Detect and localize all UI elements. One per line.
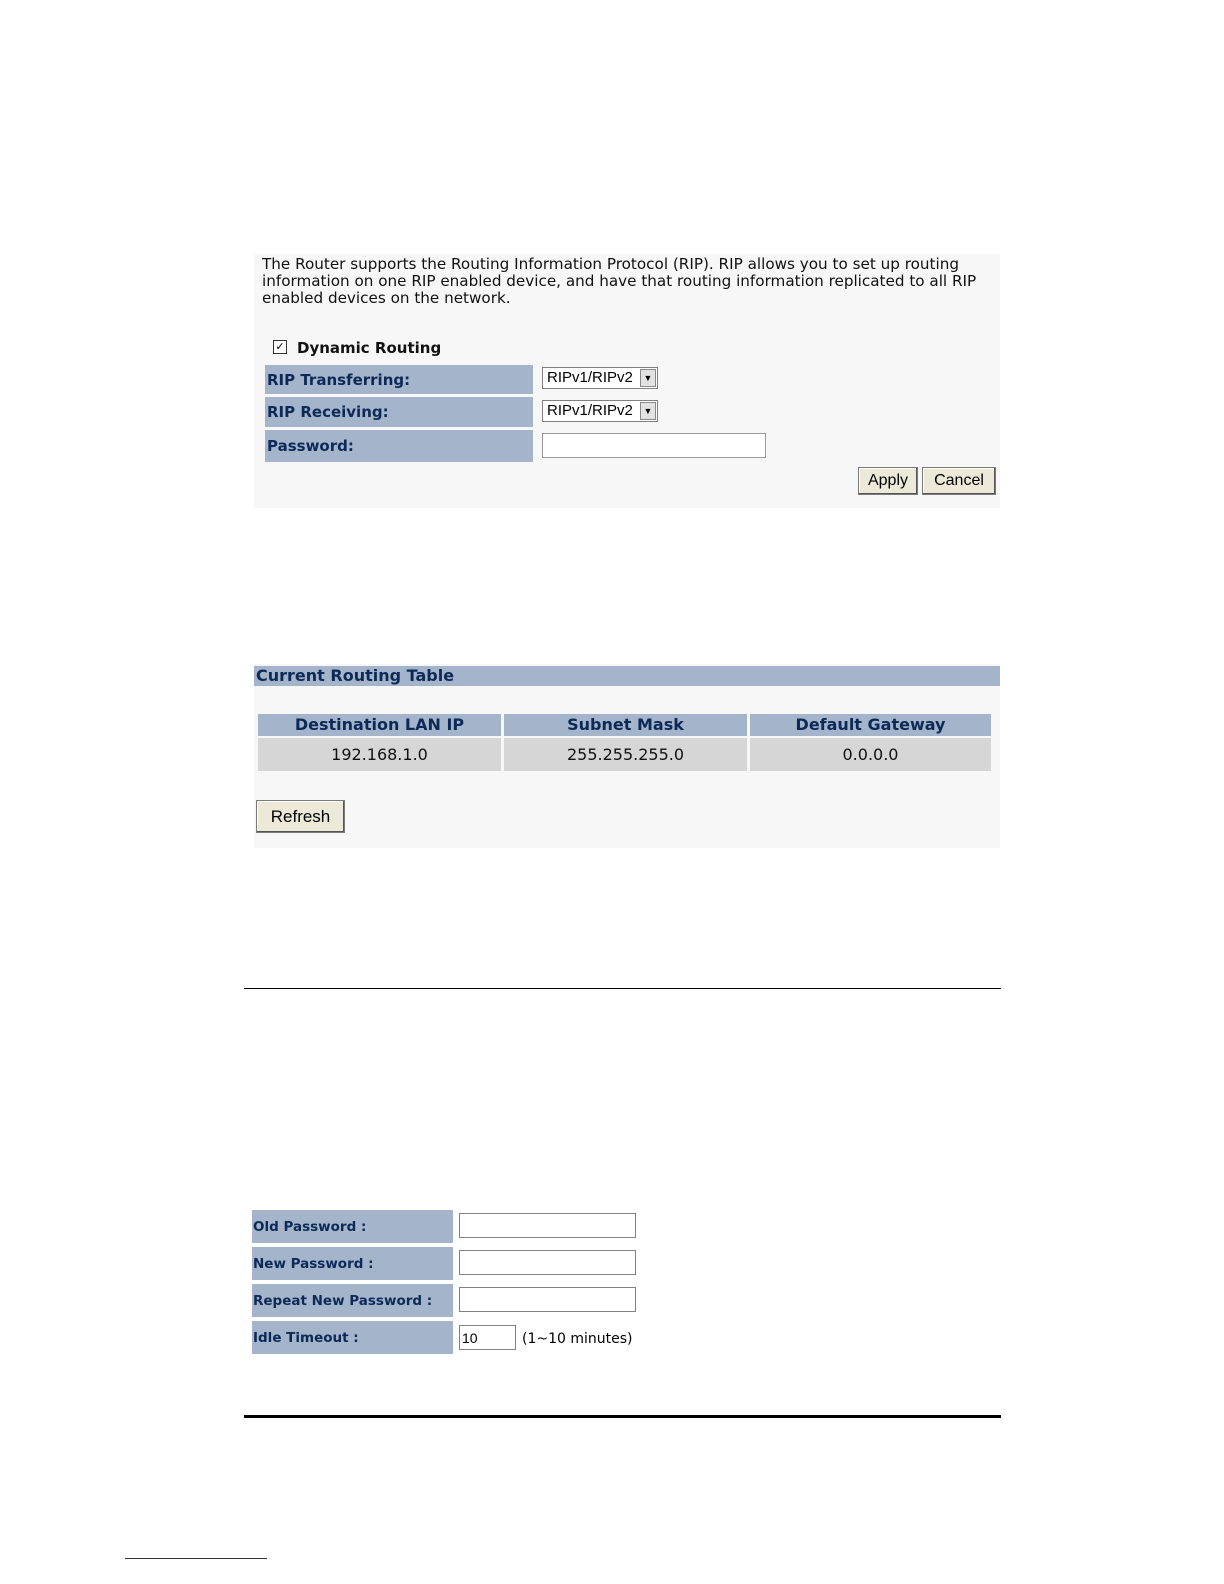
rip-transferring-label: RIP Transferring: bbox=[265, 365, 533, 394]
rip-password-input[interactable] bbox=[542, 433, 766, 458]
repeat-password-label: Repeat New Password : bbox=[252, 1284, 453, 1317]
column-header-subnet-mask: Subnet Mask bbox=[504, 714, 747, 736]
rip-receiving-select[interactable] bbox=[542, 400, 658, 422]
rip-receiving-value: RIPv1/RIPv2 bbox=[547, 402, 633, 419]
rip-transferring-value: RIPv1/RIPv2 bbox=[547, 369, 633, 386]
column-header-destination: Destination LAN IP bbox=[258, 714, 501, 736]
cancel-button[interactable]: Cancel bbox=[922, 467, 996, 495]
refresh-button[interactable]: Refresh bbox=[256, 800, 345, 833]
rip-transferring-select[interactable] bbox=[542, 367, 658, 389]
new-password-label: New Password : bbox=[252, 1247, 453, 1280]
rip-receiving-label: RIP Receiving: bbox=[265, 397, 533, 427]
idle-timeout-label: Idle Timeout : bbox=[252, 1321, 453, 1354]
routing-table-panel bbox=[254, 664, 1000, 848]
column-header-default-gateway: Default Gateway bbox=[750, 714, 991, 736]
apply-button[interactable]: Apply bbox=[858, 467, 918, 495]
rip-settings-panel bbox=[254, 254, 1000, 508]
idle-timeout-input[interactable] bbox=[459, 1325, 516, 1350]
footnote-rule bbox=[125, 1558, 267, 1559]
section-divider bbox=[244, 1415, 1001, 1418]
idle-timeout-hint: (1~10 minutes) bbox=[522, 1331, 633, 1347]
dynamic-routing-label: Dynamic Routing bbox=[297, 339, 442, 357]
chevron-down-icon[interactable]: ▼ bbox=[640, 402, 656, 420]
chevron-down-icon[interactable]: ▼ bbox=[640, 369, 656, 387]
table-cell-default-gateway: 0.0.0.0 bbox=[750, 738, 991, 771]
table-cell-destination: 192.168.1.0 bbox=[258, 738, 501, 771]
dynamic-routing-checkbox[interactable]: ✓ bbox=[273, 340, 287, 354]
old-password-label: Old Password : bbox=[252, 1210, 453, 1243]
old-password-input[interactable] bbox=[459, 1213, 636, 1238]
table-cell-subnet-mask: 255.255.255.0 bbox=[504, 738, 747, 771]
new-password-input[interactable] bbox=[459, 1250, 636, 1275]
rip-description: The Router supports the Routing Information Protocol (RIP). RIP allows you to set up routing information on one RIP enabled device, and have that routing information replicated to all RIP enabled devices on the network. bbox=[262, 255, 977, 307]
rip-password-label: Password: bbox=[265, 430, 533, 462]
repeat-password-input[interactable] bbox=[459, 1287, 636, 1312]
routing-table-title: Current Routing Table bbox=[254, 666, 1000, 686]
section-divider bbox=[244, 988, 1001, 989]
